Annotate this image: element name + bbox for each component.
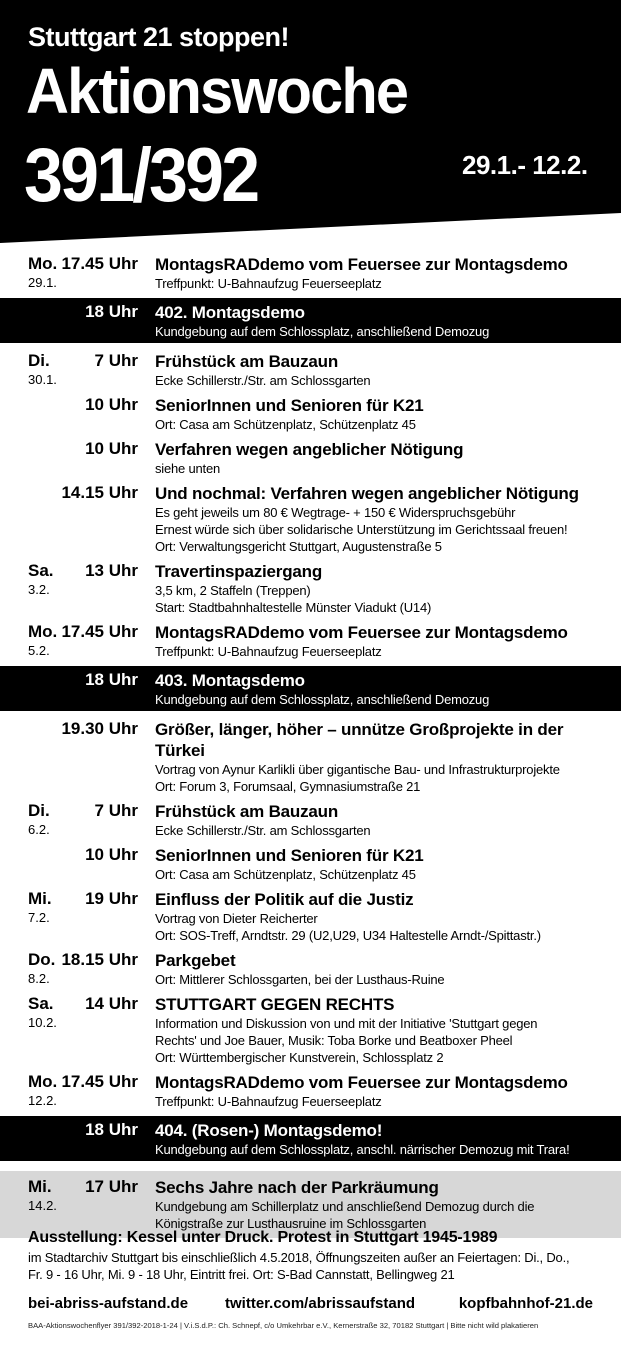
event-body xyxy=(155,254,595,292)
event-detail: Treffpunkt: U-Bahnaufzug Feuerseeplatz xyxy=(155,1094,382,1109)
event-date: 8.2. xyxy=(28,971,50,986)
event-day: Mo. xyxy=(28,1072,58,1091)
event-body xyxy=(155,719,595,795)
event-detail: Ort: Casa am Schützenplatz, Schützenplatz 45 xyxy=(155,867,416,882)
event-time: 13 Uhr xyxy=(85,561,138,580)
event-title: Sechs Jahre nach der Parkräumung xyxy=(155,1178,439,1197)
event-row xyxy=(0,479,621,557)
event-title: Einfluss der Politik auf die Justiz xyxy=(155,890,414,909)
event-time: 18 Uhr xyxy=(85,1120,138,1139)
event-day: Sa. xyxy=(28,561,54,580)
event-row xyxy=(0,435,621,479)
event-detail: siehe unten xyxy=(155,461,221,476)
event-title: STUTTGART GEGEN RECHTS xyxy=(155,995,395,1014)
event-detail: Kundgebung am Schillerplatz und anschließend Demozug durch die xyxy=(155,1199,535,1214)
event-row xyxy=(0,990,621,1068)
event-detail: Treffpunkt: U-Bahnaufzug Feuerseeplatz xyxy=(155,644,382,659)
event-detail: Königstraße zur Lusthausruine im Schlossgarten xyxy=(155,1216,427,1231)
event-title: MontagsRADdemo vom Feuersee zur Montagsdemo xyxy=(155,623,568,642)
event-detail: Information und Diskussion von und mit der Initiative 'Stuttgart gegen xyxy=(155,1016,538,1031)
event-title: SeniorInnen und Senioren für K21 xyxy=(155,396,424,415)
event-detail: Treffpunkt: U-Bahnaufzug Feuerseeplatz xyxy=(155,276,382,291)
event-body xyxy=(155,801,595,839)
event-body xyxy=(155,561,595,616)
event-body xyxy=(155,994,595,1066)
event-detail: Ort: Verwaltungsgericht Stuttgart, Augustenstraße 5 xyxy=(155,539,442,554)
event-row xyxy=(0,347,621,391)
event-body xyxy=(155,1177,595,1232)
imprint: BAA-Aktionswochenflyer 391/392-2018-1-24 | V.i.S.d.P.: Ch. Schnepf, c/o Umkehrbar e.V., Kernerstraße 32, 70182 Stuttgart | Bitte nicht wild plakatieren xyxy=(28,1321,539,1330)
event-date: 6.2. xyxy=(28,822,50,837)
footer xyxy=(0,1227,621,1330)
event-title: Größer, länger, höher – unnütze Großprojekte in der Türkei xyxy=(155,720,564,760)
event-time: 19 Uhr xyxy=(85,889,138,908)
event-row-highlight xyxy=(0,298,621,343)
event-day: Mo. xyxy=(28,622,58,641)
event-row xyxy=(0,1068,621,1112)
event-date: 29.1. xyxy=(28,275,57,290)
event-time: 17.45 Uhr xyxy=(61,622,138,641)
event-day: Sa. xyxy=(28,994,54,1013)
event-detail: Vortrag von Dieter Reicherter xyxy=(155,911,318,926)
event-row-highlight xyxy=(0,1116,621,1161)
event-title: Frühstück am Bauzaun xyxy=(155,352,339,371)
event-row xyxy=(0,841,621,885)
link-twitter[interactable]: twitter.com/abrissaufstand xyxy=(225,1295,416,1312)
event-time: 17.45 Uhr xyxy=(61,1072,138,1091)
event-list xyxy=(0,250,621,1238)
event-date: 10.2. xyxy=(28,1015,57,1030)
event-body xyxy=(155,845,595,883)
event-detail: Ort: Casa am Schützenplatz, Schützenplatz 45 xyxy=(155,417,416,432)
event-detail: Ort: Württembergischer Kunstverein, Schlossplatz 2 xyxy=(155,1050,444,1065)
event-title: MontagsRADdemo vom Feuersee zur Montagsdemo xyxy=(155,255,568,274)
event-date: 3.2. xyxy=(28,582,50,597)
event-time: 14.15 Uhr xyxy=(61,483,138,502)
event-day: Mi. xyxy=(28,889,52,908)
link-kopfbahnhof[interactable]: kopfbahnhof-21.de xyxy=(458,1295,593,1312)
event-time: 14 Uhr xyxy=(85,994,138,1013)
event-date: 7.2. xyxy=(28,910,50,925)
event-body xyxy=(155,483,595,555)
event-time: 7 Uhr xyxy=(94,801,138,820)
header xyxy=(0,0,621,250)
event-title: Parkgebet xyxy=(155,951,236,970)
event-row xyxy=(0,618,621,662)
event-body xyxy=(155,889,595,944)
event-date: 12.2. xyxy=(28,1093,57,1108)
event-detail: Start: Stadtbahnhaltestelle Münster Viadukt (U14) xyxy=(155,600,432,615)
event-title: Frühstück am Bauzaun xyxy=(155,802,339,821)
event-row xyxy=(0,557,621,618)
event-time: 18 Uhr xyxy=(85,302,138,321)
header-subtitle: Stuttgart 21 stoppen! xyxy=(28,22,290,52)
event-title: SeniorInnen und Senioren für K21 xyxy=(155,846,424,865)
event-time: 18.15 Uhr xyxy=(61,950,138,969)
event-body xyxy=(155,439,595,477)
event-body xyxy=(155,622,595,660)
event-row xyxy=(0,885,621,946)
exhibition-line: Fr. 9 - 16 Uhr, Mi. 9 - 18 Uhr, Eintritt frei. Ort: S-Bad Cannstatt, Bellingweg 21 xyxy=(28,1267,455,1282)
event-detail: Rechts' und Joe Bauer, Musik: Toba Borke und Beatboxer Pheel xyxy=(155,1033,513,1048)
event-time: 7 Uhr xyxy=(94,351,138,370)
event-detail: Kundgebung auf dem Schlossplatz, anschließend Demozug xyxy=(155,692,490,707)
event-day: Di. xyxy=(28,351,50,370)
header-number: 391/392 xyxy=(24,133,258,218)
event-day: Di. xyxy=(28,801,50,820)
event-body xyxy=(155,950,595,988)
event-detail: Vortrag von Aynur Karlikli über gigantische Bau- und Infrastrukturprojekte xyxy=(155,762,560,777)
event-day: Mo. xyxy=(28,254,58,273)
event-detail: Ecke Schillerstr./Str. am Schlossgarten xyxy=(155,823,371,838)
header-title: Aktionswoche xyxy=(26,55,408,127)
event-title: Travertinspaziergang xyxy=(155,562,323,581)
event-detail: 3,5 km, 2 Staffeln (Treppen) xyxy=(155,583,311,598)
link-website[interactable]: bei-abriss-aufstand.de xyxy=(28,1295,189,1312)
event-detail: Ort: Forum 3, Forumsaal, Gymnasiumstraße 21 xyxy=(155,779,421,794)
event-row xyxy=(0,391,621,435)
event-date: 14.2. xyxy=(28,1198,57,1213)
event-body xyxy=(155,670,595,708)
event-title: Verfahren wegen angeblicher Nötigung xyxy=(155,440,464,459)
event-time: 10 Uhr xyxy=(85,395,138,414)
event-detail: Ecke Schillerstr./Str. am Schlossgarten xyxy=(155,373,371,388)
event-title: MontagsRADdemo vom Feuersee zur Montagsdemo xyxy=(155,1073,568,1092)
exhibition-line: im Stadtarchiv Stuttgart bis einschließlich 4.5.2018, Öffnungszeiten außer an Feiertagen: Di., Do., xyxy=(28,1250,570,1265)
event-time: 17.45 Uhr xyxy=(61,254,138,273)
event-body xyxy=(155,1072,595,1110)
event-title: 404. (Rosen-) Montagsdemo! xyxy=(155,1121,383,1140)
event-row-highlight xyxy=(0,666,621,711)
event-time: 19.30 Uhr xyxy=(61,719,138,738)
event-title: 402. Montagsdemo xyxy=(155,303,305,322)
event-title: Und nochmal: Verfahren wegen angeblicher Nötigung xyxy=(155,484,579,503)
event-row xyxy=(0,797,621,841)
event-row xyxy=(0,715,621,797)
event-time: 10 Uhr xyxy=(85,439,138,458)
header-dates: 29.1.- 12.2. xyxy=(462,150,588,180)
event-date: 5.2. xyxy=(28,643,50,658)
event-body xyxy=(155,395,595,433)
event-detail: Es geht jeweils um 80 € Wegtrage- + 150 € Widerspruchsgebühr xyxy=(155,505,516,520)
event-date: 30.1. xyxy=(28,372,57,387)
event-detail: Ernest würde sich über solidarische Unterstützung im Gerichtssaal freuen! xyxy=(155,522,568,537)
event-day: Mi. xyxy=(28,1177,52,1196)
event-detail: Ort: SOS-Treff, Arndtstr. 29 (U2,U29, U34 Haltestelle Arndt-/Spittastr.) xyxy=(155,928,541,943)
exhibition-title: Ausstellung: Kessel unter Druck. Protest in Stuttgart 1945-1989 xyxy=(28,1229,498,1246)
event-body xyxy=(155,351,595,389)
event-body xyxy=(155,1120,595,1158)
event-detail: Kundgebung auf dem Schlossplatz, anschließend Demozug xyxy=(155,324,490,339)
event-time: 18 Uhr xyxy=(85,670,138,689)
event-title: 403. Montagsdemo xyxy=(155,671,305,690)
event-body xyxy=(155,302,595,340)
event-row xyxy=(0,250,621,294)
event-day: Do. xyxy=(28,950,56,969)
event-detail: Kundgebung auf dem Schlossplatz, anschl. närrischer Demozug mit Trara! xyxy=(155,1142,570,1157)
event-time: 17 Uhr xyxy=(85,1177,138,1196)
event-time: 10 Uhr xyxy=(85,845,138,864)
event-detail: Ort: Mittlerer Schlossgarten, bei der Lusthaus-Ruine xyxy=(155,972,445,987)
event-row xyxy=(0,946,621,990)
